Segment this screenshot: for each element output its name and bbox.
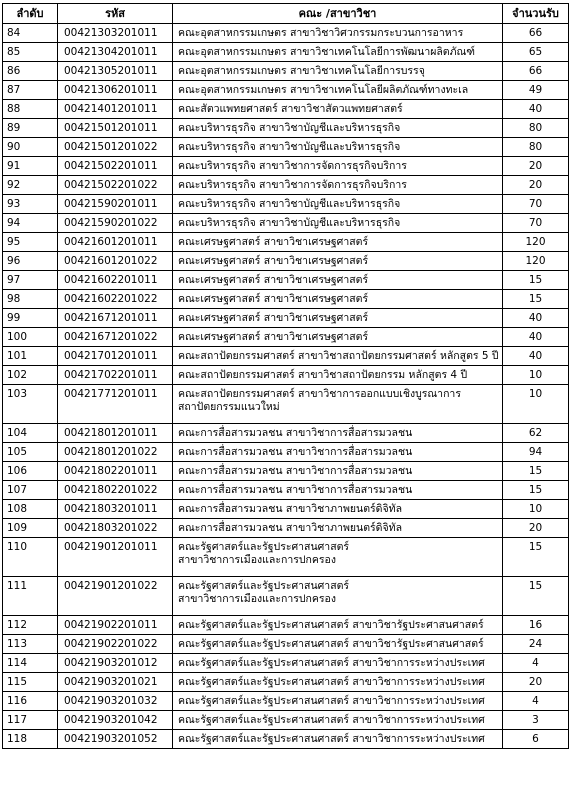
order-cell: 102 [3,366,58,385]
program-cell [173,730,503,749]
order-cell: 109 [3,519,58,538]
quota-cell: 20 [503,157,569,176]
code-cell: 00421901201011 [58,538,173,577]
table-row [3,81,569,100]
code-cell: 00421902201022 [58,635,173,654]
program-line: คณะการสื่อสารมวลชน สาขาวิชาการสื่อสารมวลชน [178,465,413,477]
program-cell [173,24,503,43]
code-cell: 00421671201022 [58,328,173,347]
program-cell [173,100,503,119]
table-body [3,24,569,749]
table-row [3,62,569,81]
code-cell: 00421305201011 [58,62,173,81]
table-row [3,616,569,635]
code-cell: 00421801201022 [58,443,173,462]
program-line: คณะรัฐศาสตร์และรัฐประศาสนศาสตร์ [178,541,350,553]
code-cell: 00421590201022 [58,214,173,233]
code-cell: 00421901201022 [58,577,173,616]
program-cell [173,500,503,519]
program-cell [173,538,503,577]
code-cell: 00421306201011 [58,81,173,100]
order-cell: 92 [3,176,58,195]
program-line: คณะรัฐศาสตร์และรัฐประศาสนศาสตร์ [178,580,350,592]
program-cell [173,138,503,157]
program-cell [173,366,503,385]
quota-cell: 62 [503,424,569,443]
quota-cell: 70 [503,214,569,233]
program-line: คณะเศรษฐศาสตร์ สาขาวิชาเศรษฐศาสตร์ [178,293,369,305]
header-row [3,4,569,24]
quota-cell: 40 [503,328,569,347]
table-row [3,500,569,519]
order-cell: 107 [3,481,58,500]
program-line: คณะสัตวแพทยศาสตร์ สาขาวิชาสัตวแพทยศาสตร์ [178,103,403,115]
quota-cell: 40 [503,100,569,119]
table-row [3,195,569,214]
program-cell [173,711,503,730]
quota-cell: 40 [503,309,569,328]
program-cell [173,176,503,195]
code-cell: 00421903201032 [58,692,173,711]
program-line: คณะการสื่อสารมวลชน สาขาวิชาภาพยนตร์ดิจิทัล [178,522,403,534]
program-line: คณะรัฐศาสตร์และรัฐประศาสนศาสตร์ สาขาวิชารัฐประศาสนศาสตร์ [178,619,484,631]
quota-cell: 10 [503,385,569,424]
program-line: คณะการสื่อสารมวลชน สาขาวิชาการสื่อสารมวลชน [178,427,413,439]
table-row [3,366,569,385]
program-cell [173,81,503,100]
quota-cell: 16 [503,616,569,635]
table-row [3,233,569,252]
order-cell: 117 [3,711,58,730]
order-cell: 110 [3,538,58,577]
code-cell: 00421401201011 [58,100,173,119]
table-row [3,24,569,43]
header-quota: จำนวนรับ [503,4,569,24]
table-row [3,138,569,157]
table-row [3,538,569,577]
quota-cell: 66 [503,24,569,43]
table-row [3,176,569,195]
table-row [3,347,569,366]
order-cell: 93 [3,195,58,214]
program-line: คณะอุตสาหกรรมเกษตร สาขาวิชาวิศวกรรมกระบวนการอาหาร [178,27,464,39]
program-cell [173,616,503,635]
order-cell: 91 [3,157,58,176]
program-line: คณะการสื่อสารมวลชน สาขาวิชาภาพยนตร์ดิจิทัล [178,503,403,515]
program-line: คณะรัฐศาสตร์และรัฐประศาสนศาสตร์ สาขาวิชาการระหว่างประเทศ [178,714,485,726]
quota-cell: 120 [503,252,569,271]
program-line: สถาปัตยกรรมแนวใหม่ [178,401,280,413]
program-line: คณะบริหารธุรกิจ สาขาวิชาการจัดการธุรกิจบริการ [178,179,407,191]
order-cell: 99 [3,309,58,328]
program-cell [173,43,503,62]
table-row [3,635,569,654]
program-line: คณะสถาปัตยกรรมศาสตร์ สาขาวิชาสถาปัตยกรรม หลักสูตร 4 ปี [178,369,468,381]
table-row [3,252,569,271]
quota-cell: 4 [503,692,569,711]
order-cell: 106 [3,462,58,481]
header-program: คณะ /สาขาวิชา [173,4,503,24]
admission-quota-table [2,3,569,749]
code-cell: 00421801201011 [58,424,173,443]
code-cell: 00421304201011 [58,43,173,62]
table-row [3,100,569,119]
quota-cell: 10 [503,500,569,519]
quota-cell: 15 [503,462,569,481]
table-row [3,654,569,673]
program-cell [173,635,503,654]
order-cell: 101 [3,347,58,366]
table-row [3,462,569,481]
quota-cell: 20 [503,519,569,538]
code-cell: 00421601201011 [58,233,173,252]
code-cell: 00421501201022 [58,138,173,157]
code-cell: 00421903201052 [58,730,173,749]
program-cell [173,271,503,290]
table-row [3,385,569,424]
program-cell [173,385,503,424]
header-code: รหัส [58,4,173,24]
table-row [3,290,569,309]
quota-cell: 94 [503,443,569,462]
quota-cell: 15 [503,538,569,577]
code-cell: 00421601201022 [58,252,173,271]
quota-cell: 49 [503,81,569,100]
quota-cell: 120 [503,233,569,252]
order-cell: 96 [3,252,58,271]
table-row [3,424,569,443]
quota-cell: 20 [503,176,569,195]
quota-cell: 15 [503,271,569,290]
program-line: คณะรัฐศาสตร์และรัฐประศาสนศาสตร์ สาขาวิชาการระหว่างประเทศ [178,733,485,745]
quota-cell: 4 [503,654,569,673]
program-line: คณะเศรษฐศาสตร์ สาขาวิชาเศรษฐศาสตร์ [178,331,369,343]
program-line: คณะเศรษฐศาสตร์ สาขาวิชาเศรษฐศาสตร์ [178,274,369,286]
program-line: คณะบริหารธุรกิจ สาขาวิชาการจัดการธุรกิจบริการ [178,160,407,172]
program-cell [173,214,503,233]
quota-cell: 70 [503,195,569,214]
order-cell: 103 [3,385,58,424]
code-cell: 00421303201011 [58,24,173,43]
program-line: คณะบริหารธุรกิจ สาขาวิชาบัญชีและบริหารธุรกิจ [178,217,401,229]
code-cell: 00421802201011 [58,462,173,481]
program-line: คณะการสื่อสารมวลชน สาขาวิชาการสื่อสารมวลชน [178,484,413,496]
order-cell: 115 [3,673,58,692]
quota-cell: 15 [503,577,569,616]
program-cell [173,328,503,347]
table-row [3,214,569,233]
program-cell [173,519,503,538]
order-cell: 98 [3,290,58,309]
program-line: คณะสถาปัตยกรรมศาสตร์ สาขาวิชาการออกแบบเชิงบูรณาการ [178,388,461,400]
header-order: ลำดับ [3,4,58,24]
code-cell: 00421903201012 [58,654,173,673]
order-cell: 84 [3,24,58,43]
program-line: คณะรัฐศาสตร์และรัฐประศาสนศาสตร์ สาขาวิชารัฐประศาสนศาสตร์ [178,638,484,650]
program-cell [173,443,503,462]
program-line: สาขาวิชาการเมืองและการปกครอง [178,554,336,566]
program-line: คณะรัฐศาสตร์และรัฐประศาสนศาสตร์ สาขาวิชาการระหว่างประเทศ [178,676,485,688]
order-cell: 89 [3,119,58,138]
program-cell [173,119,503,138]
code-cell: 00421602201011 [58,271,173,290]
program-line: คณะรัฐศาสตร์และรัฐประศาสนศาสตร์ สาขาวิชาการระหว่างประเทศ [178,657,485,669]
code-cell: 00421802201022 [58,481,173,500]
code-cell: 00421701201011 [58,347,173,366]
code-cell: 00421501201011 [58,119,173,138]
order-cell: 87 [3,81,58,100]
order-cell: 116 [3,692,58,711]
order-cell: 90 [3,138,58,157]
quota-cell: 15 [503,290,569,309]
quota-cell: 24 [503,635,569,654]
order-cell: 97 [3,271,58,290]
order-cell: 104 [3,424,58,443]
program-cell [173,195,503,214]
code-cell: 00421702201011 [58,366,173,385]
program-cell [173,62,503,81]
table-row [3,673,569,692]
quota-cell: 3 [503,711,569,730]
order-cell: 95 [3,233,58,252]
program-line: คณะบริหารธุรกิจ สาขาวิชาบัญชีและบริหารธุรกิจ [178,198,401,210]
program-line: คณะสถาปัตยกรรมศาสตร์ สาขาวิชาสถาปัตยกรรมศาสตร์ หลักสูตร 5 ปี [178,350,499,362]
program-cell [173,462,503,481]
quota-cell: 66 [503,62,569,81]
order-cell: 118 [3,730,58,749]
code-cell: 00421903201021 [58,673,173,692]
program-line: คณะเศรษฐศาสตร์ สาขาวิชาเศรษฐศาสตร์ [178,255,369,267]
quota-cell: 40 [503,347,569,366]
table-row [3,328,569,347]
program-cell [173,233,503,252]
table-row [3,730,569,749]
order-cell: 113 [3,635,58,654]
table-row [3,577,569,616]
quota-cell: 80 [503,138,569,157]
quota-cell: 15 [503,481,569,500]
order-cell: 111 [3,577,58,616]
program-line: คณะอุตสาหกรรมเกษตร สาขาวิชาเทคโนโลยีการพัฒนาผลิตภัณฑ์ [178,46,476,58]
order-cell: 85 [3,43,58,62]
table-row [3,519,569,538]
order-cell: 88 [3,100,58,119]
code-cell: 00421502201011 [58,157,173,176]
program-cell [173,157,503,176]
program-line: คณะอุตสาหกรรมเกษตร สาขาวิชาเทคโนโลยีการบรรจุ [178,65,425,77]
table-row [3,43,569,62]
quota-cell: 80 [503,119,569,138]
table-row [3,119,569,138]
code-cell: 00421903201042 [58,711,173,730]
quota-cell: 10 [503,366,569,385]
program-cell [173,424,503,443]
program-line: คณะบริหารธุรกิจ สาขาวิชาบัญชีและบริหารธุรกิจ [178,122,401,134]
table-row [3,692,569,711]
code-cell: 00421590201011 [58,195,173,214]
table-row [3,309,569,328]
order-cell: 114 [3,654,58,673]
program-line: คณะรัฐศาสตร์และรัฐประศาสนศาสตร์ สาขาวิชาการระหว่างประเทศ [178,695,485,707]
table-row [3,271,569,290]
code-cell: 00421771201011 [58,385,173,424]
quota-cell: 20 [503,673,569,692]
program-cell [173,347,503,366]
program-cell [173,309,503,328]
program-cell [173,654,503,673]
order-cell: 112 [3,616,58,635]
program-line: คณะเศรษฐศาสตร์ สาขาวิชาเศรษฐศาสตร์ [178,312,369,324]
code-cell: 00421803201022 [58,519,173,538]
order-cell: 105 [3,443,58,462]
quota-cell: 65 [503,43,569,62]
order-cell: 86 [3,62,58,81]
code-cell: 00421671201011 [58,309,173,328]
code-cell: 00421902201011 [58,616,173,635]
order-cell: 94 [3,214,58,233]
order-cell: 108 [3,500,58,519]
program-cell [173,577,503,616]
program-cell [173,692,503,711]
program-line: คณะบริหารธุรกิจ สาขาวิชาบัญชีและบริหารธุรกิจ [178,141,401,153]
program-cell [173,481,503,500]
program-cell [173,290,503,309]
program-line: สาขาวิชาการเมืองและการปกครอง [178,593,336,605]
code-cell: 00421602201022 [58,290,173,309]
table-row [3,481,569,500]
quota-cell: 6 [503,730,569,749]
code-cell: 00421803201011 [58,500,173,519]
code-cell: 00421502201022 [58,176,173,195]
program-line: คณะการสื่อสารมวลชน สาขาวิชาการสื่อสารมวลชน [178,446,413,458]
program-cell [173,673,503,692]
table-row [3,711,569,730]
program-line: คณะอุตสาหกรรมเกษตร สาขาวิชาเทคโนโลยีผลิตภัณฑ์ทางทะเล [178,84,469,96]
program-line: คณะเศรษฐศาสตร์ สาขาวิชาเศรษฐศาสตร์ [178,236,369,248]
order-cell: 100 [3,328,58,347]
table-row [3,443,569,462]
program-cell [173,252,503,271]
table-row [3,157,569,176]
